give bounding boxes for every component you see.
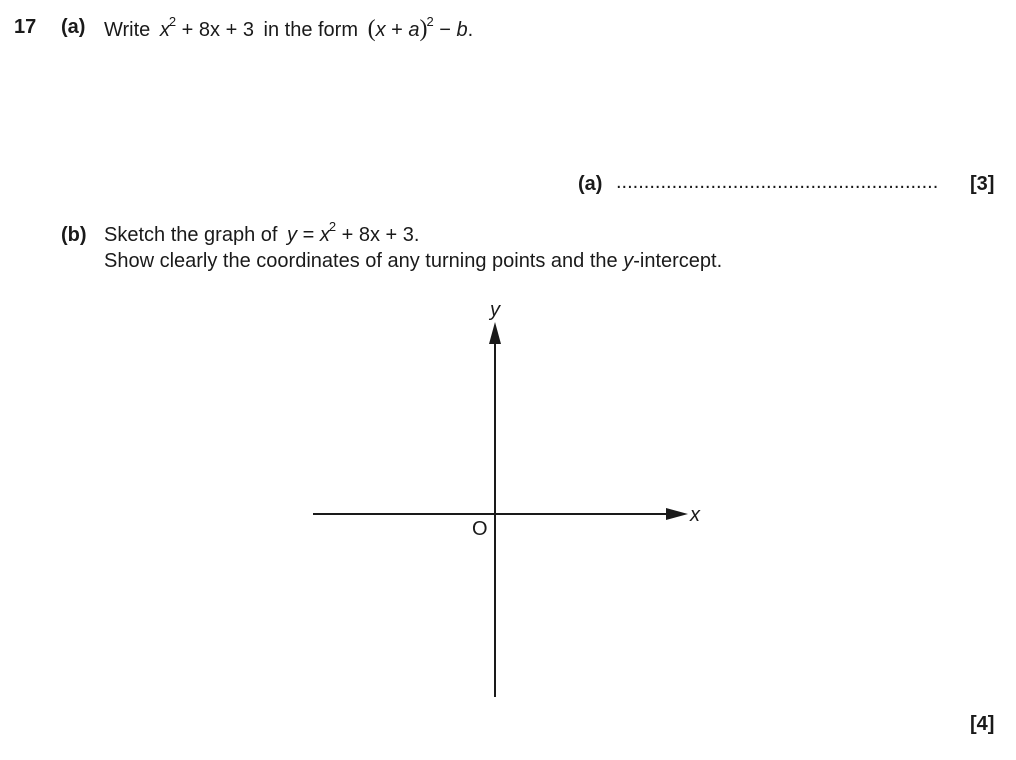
answer-a-label: (a) [578, 173, 603, 195]
y-axis-label: y [490, 299, 500, 321]
form-plus: + [391, 19, 403, 41]
form-exponent: 2 [426, 14, 434, 29]
marks-b: [4] [970, 713, 995, 735]
part-b-line-2-end: -intercept. [633, 250, 723, 272]
part-a-prompt-mid: in the form [263, 19, 358, 41]
form-close-paren: ) [419, 16, 428, 42]
part-a-label: (a) [61, 16, 86, 38]
eq-x: x [319, 224, 330, 246]
part-b-line-1-start: Sketch the graph of [104, 224, 278, 246]
marks-a: [3] [970, 173, 995, 195]
eq-exponent: 2 [328, 219, 337, 234]
expr-exponent: 2 [168, 14, 177, 29]
y-axis-arrow-icon [489, 322, 501, 344]
expr-rest: + 8x + 3 [181, 19, 254, 41]
form-constant-b: b [456, 19, 468, 41]
part-b-line-2-start: Show clearly the coordinates of any turning points and the [104, 250, 618, 272]
eq-equals: = [302, 224, 315, 246]
eq-y: y [287, 224, 298, 246]
x-axis-label: x [690, 504, 700, 526]
expr-variable: x [159, 19, 170, 41]
answer-a-line[interactable]: .......................................................... [616, 171, 939, 193]
form-constant-a: a [408, 19, 420, 41]
part-b-line-2-var: y [623, 250, 634, 272]
eq-rest: + 8x + 3. [341, 224, 420, 246]
form-minus: − [439, 19, 451, 41]
part-a-prompt-start: Write [104, 19, 151, 41]
x-axis-arrow-icon [666, 508, 688, 520]
form-end: . [467, 19, 474, 41]
form-variable: x [375, 19, 386, 41]
origin-label: O [472, 518, 488, 540]
question-number: 17 [14, 16, 37, 38]
part-b-label: (b) [61, 224, 87, 246]
form-open-paren: ( [367, 16, 376, 42]
